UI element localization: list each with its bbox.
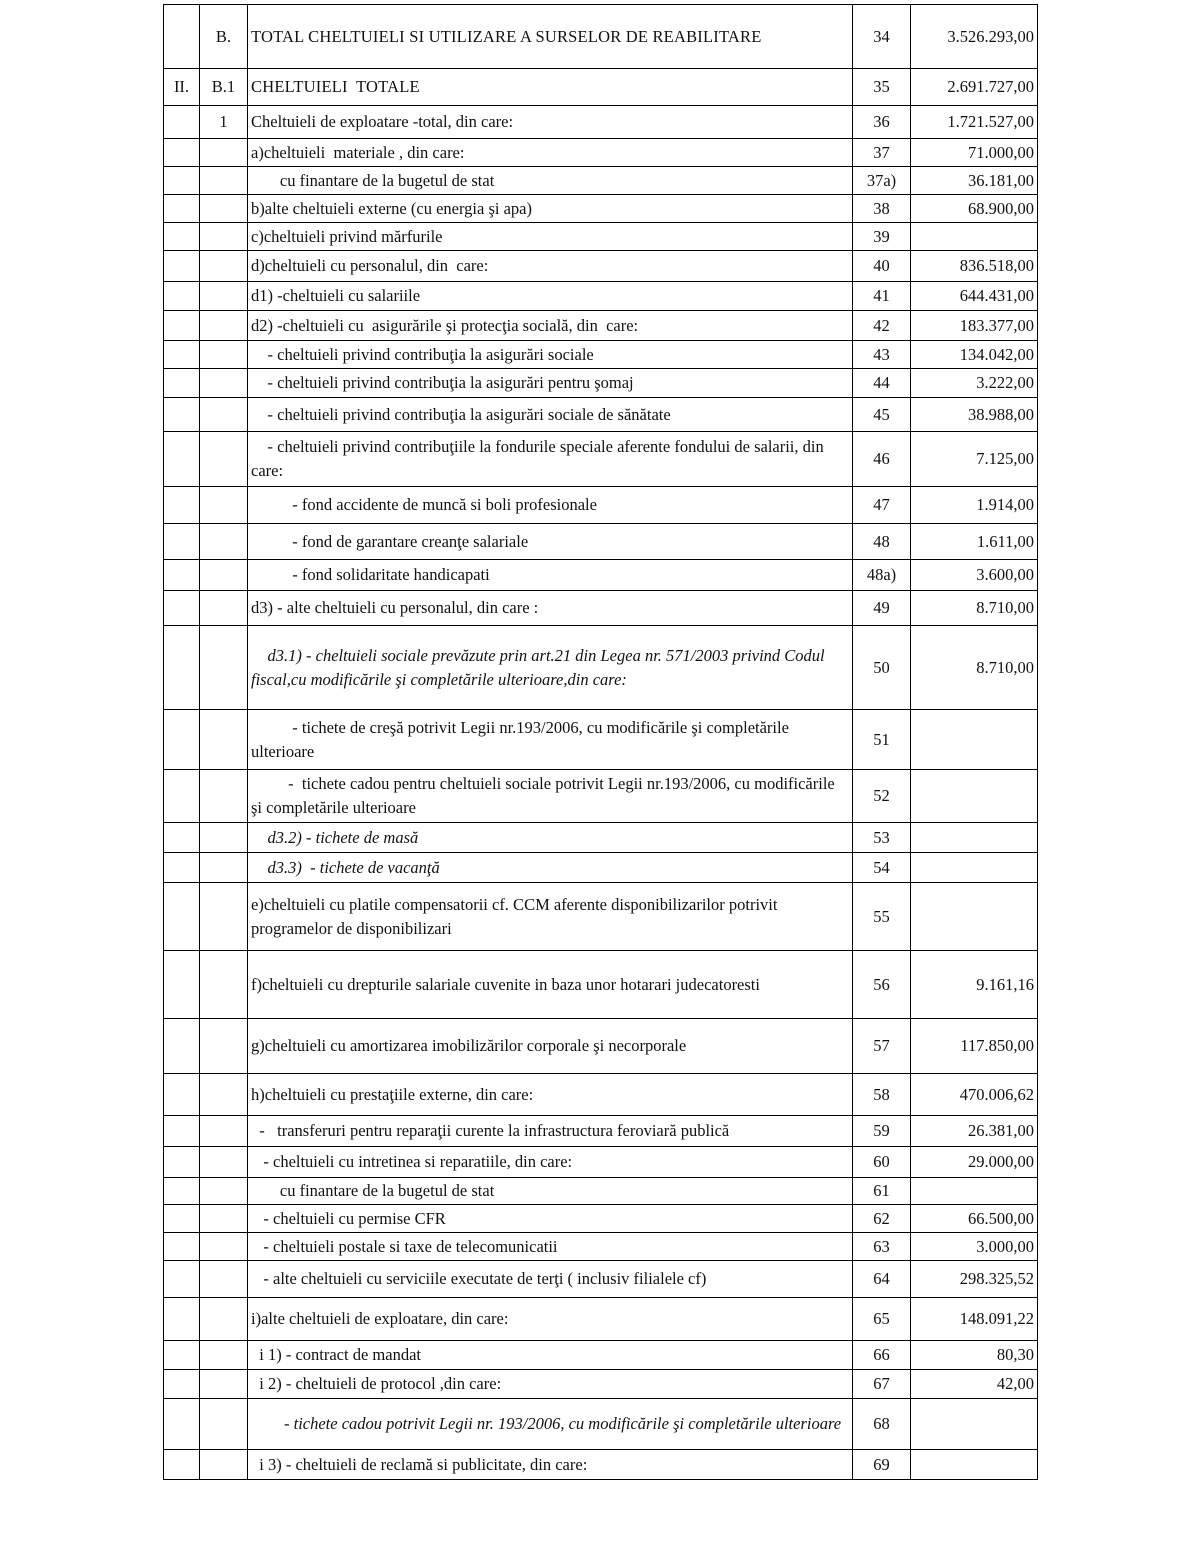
section-letter-cell [200,282,248,311]
section-roman-cell [164,369,200,398]
table-row [164,369,1038,398]
row-number-cell: 42 [853,311,911,341]
value-cell: 7.125,00 [911,432,1038,487]
section-letter-cell [200,710,248,770]
table-row [164,823,1038,853]
section-roman-cell [164,1370,200,1399]
section-roman-cell [164,1450,200,1480]
table-row [164,1019,1038,1074]
row-number-cell: 47 [853,487,911,524]
section-letter-cell [200,853,248,883]
description-cell: - cheltuieli cu permise CFR [248,1205,853,1233]
section-letter-cell: B.1 [200,69,248,106]
section-roman-cell [164,823,200,853]
section-roman-cell [164,1147,200,1178]
section-letter-cell [200,195,248,223]
description-cell: - transferuri pentru reparaţii curente la infrastructura feroviară publică [248,1116,853,1147]
section-roman-cell [164,251,200,282]
description-cell: CHELTUIELI TOTALE [248,69,853,106]
section-roman-cell [164,1205,200,1233]
section-letter-cell [200,1116,248,1147]
value-cell: 68.900,00 [911,195,1038,223]
value-cell: 29.000,00 [911,1147,1038,1178]
section-roman-cell [164,311,200,341]
value-cell: 470.006,62 [911,1074,1038,1116]
table-row [164,398,1038,432]
table-row [164,167,1038,195]
description-cell: d2) -cheltuieli cu asigurările şi protecţia socială, din care: [248,311,853,341]
table-row [164,487,1038,524]
description-cell: - tichete de creşă potrivit Legii nr.193/2006, cu modificările şi completările ulterioare [248,710,853,770]
value-cell: 26.381,00 [911,1116,1038,1147]
table-row [164,341,1038,369]
value-cell: 80,30 [911,1341,1038,1370]
table-row [164,106,1038,139]
value-cell: 3.526.293,00 [911,5,1038,69]
description-cell: - cheltuieli postale si taxe de telecomunicatii [248,1233,853,1261]
value-cell: 1.914,00 [911,487,1038,524]
section-letter-cell [200,1019,248,1074]
description-cell: - cheltuieli privind contribuţia la asigurări pentru şomaj [248,369,853,398]
section-letter-cell [200,560,248,591]
description-cell: g)cheltuieli cu amortizarea imobilizărilor corporale şi necorporale [248,1019,853,1074]
value-cell: 8.710,00 [911,626,1038,710]
section-roman-cell [164,1233,200,1261]
value-cell: 298.325,52 [911,1261,1038,1298]
row-number-cell: 61 [853,1178,911,1205]
section-roman-cell [164,1178,200,1205]
value-cell [911,710,1038,770]
description-cell: Cheltuieli de exploatare -total, din care: [248,106,853,139]
row-number-cell: 39 [853,223,911,251]
section-roman-cell [164,341,200,369]
section-letter-cell [200,1450,248,1480]
row-number-cell: 43 [853,341,911,369]
section-letter-cell [200,369,248,398]
row-number-cell: 40 [853,251,911,282]
row-number-cell: 37a) [853,167,911,195]
section-roman-cell [164,223,200,251]
description-cell: - tichete cadou pentru cheltuieli sociale potrivit Legii nr.193/2006, cu modificările şi completările ulterioare [248,770,853,823]
section-roman-cell [164,1298,200,1341]
section-letter-cell [200,1261,248,1298]
value-cell: 148.091,22 [911,1298,1038,1341]
table-row [164,311,1038,341]
table-row [164,853,1038,883]
section-roman-cell [164,770,200,823]
description-cell: d3.3) - tichete de vacanţă [248,853,853,883]
section-roman-cell [164,167,200,195]
row-number-cell: 56 [853,951,911,1019]
table-row [164,1450,1038,1480]
table-row [164,282,1038,311]
row-number-cell: 50 [853,626,911,710]
section-roman-cell [164,524,200,560]
value-cell [911,1399,1038,1450]
section-letter-cell: 1 [200,106,248,139]
description-cell: i 3) - cheltuieli de reclamă si publicitate, din care: [248,1450,853,1480]
section-roman-cell [164,1341,200,1370]
row-number-cell: 41 [853,282,911,311]
table-row [164,770,1038,823]
value-cell [911,1450,1038,1480]
section-letter-cell [200,139,248,167]
section-roman-cell [164,432,200,487]
section-letter-cell [200,951,248,1019]
row-number-cell: 65 [853,1298,911,1341]
row-number-cell: 59 [853,1116,911,1147]
description-cell: c)cheltuieli privind mărfurile [248,223,853,251]
section-roman-cell [164,1399,200,1450]
row-number-cell: 49 [853,591,911,626]
table-row [164,251,1038,282]
section-letter-cell [200,1370,248,1399]
description-cell: e)cheltuieli cu platile compensatorii cf. CCM aferente disponibilizarilor potrivit programelor de disponibilizari [248,883,853,951]
section-letter-cell [200,432,248,487]
value-cell [911,853,1038,883]
description-cell: - fond de garantare creanţe salariale [248,524,853,560]
description-cell: - cheltuieli privind contribuţiile la fondurile speciale aferente fondului de salarii, din care: [248,432,853,487]
description-cell: h)cheltuieli cu prestaţiile externe, din care: [248,1074,853,1116]
table-row [164,1074,1038,1116]
table-row [164,1147,1038,1178]
description-cell: d)cheltuieli cu personalul, din care: [248,251,853,282]
value-cell [911,223,1038,251]
section-roman-cell [164,195,200,223]
section-roman-cell [164,626,200,710]
value-cell: 3.600,00 [911,560,1038,591]
row-number-cell: 48a) [853,560,911,591]
section-letter-cell: B. [200,5,248,69]
budget-table [163,4,1038,1480]
value-cell: 36.181,00 [911,167,1038,195]
section-letter-cell [200,1233,248,1261]
row-number-cell: 45 [853,398,911,432]
description-cell: - fond solidaritate handicapati [248,560,853,591]
section-letter-cell [200,167,248,195]
description-cell: cu finantare de la bugetul de stat [248,167,853,195]
value-cell: 71.000,00 [911,139,1038,167]
table-row [164,195,1038,223]
section-letter-cell [200,223,248,251]
row-number-cell: 52 [853,770,911,823]
value-cell: 134.042,00 [911,341,1038,369]
table-row [164,1370,1038,1399]
section-roman-cell [164,282,200,311]
section-roman-cell [164,487,200,524]
value-cell [911,823,1038,853]
table-row [164,223,1038,251]
table-row [164,591,1038,626]
description-cell: d3.2) - tichete de masă [248,823,853,853]
row-number-cell: 53 [853,823,911,853]
table-row [164,626,1038,710]
value-cell: 8.710,00 [911,591,1038,626]
section-letter-cell [200,626,248,710]
row-number-cell: 38 [853,195,911,223]
section-roman-cell [164,1116,200,1147]
section-letter-cell [200,311,248,341]
section-letter-cell [200,1205,248,1233]
row-number-cell: 64 [853,1261,911,1298]
section-letter-cell [200,487,248,524]
row-number-cell: 34 [853,5,911,69]
value-cell: 3.222,00 [911,369,1038,398]
table-row [164,139,1038,167]
row-number-cell: 57 [853,1019,911,1074]
row-number-cell: 54 [853,853,911,883]
description-cell: b)alte cheltuieli externe (cu energia şi apa) [248,195,853,223]
row-number-cell: 63 [853,1233,911,1261]
row-number-cell: 69 [853,1450,911,1480]
row-number-cell: 60 [853,1147,911,1178]
row-number-cell: 68 [853,1399,911,1450]
section-letter-cell [200,524,248,560]
description-cell: a)cheltuieli materiale , din care: [248,139,853,167]
section-roman-cell [164,710,200,770]
value-cell: 117.850,00 [911,1019,1038,1074]
section-letter-cell [200,1341,248,1370]
description-cell: d1) -cheltuieli cu salariile [248,282,853,311]
section-letter-cell [200,823,248,853]
section-roman-cell [164,951,200,1019]
row-number-cell: 36 [853,106,911,139]
row-number-cell: 66 [853,1341,911,1370]
section-letter-cell [200,1147,248,1178]
section-letter-cell [200,1399,248,1450]
section-letter-cell [200,591,248,626]
section-roman-cell [164,398,200,432]
table-row [164,69,1038,106]
table-body [164,5,1038,1480]
section-letter-cell [200,883,248,951]
value-cell: 66.500,00 [911,1205,1038,1233]
value-cell: 38.988,00 [911,398,1038,432]
table-row [164,1233,1038,1261]
section-letter-cell [200,341,248,369]
section-roman-cell [164,853,200,883]
value-cell: 183.377,00 [911,311,1038,341]
value-cell [911,883,1038,951]
section-roman-cell [164,106,200,139]
description-cell: - fond accidente de muncă si boli profesionale [248,487,853,524]
value-cell: 2.691.727,00 [911,69,1038,106]
section-roman-cell [164,1261,200,1298]
section-letter-cell [200,770,248,823]
description-cell: i)alte cheltuieli de exploatare, din care: [248,1298,853,1341]
row-number-cell: 58 [853,1074,911,1116]
table-row [164,1205,1038,1233]
value-cell [911,1178,1038,1205]
value-cell: 3.000,00 [911,1233,1038,1261]
value-cell: 1.721.527,00 [911,106,1038,139]
description-cell: - cheltuieli privind contribuţia la asigurări sociale de sănătate [248,398,853,432]
section-letter-cell [200,251,248,282]
section-letter-cell [200,398,248,432]
description-cell: - cheltuieli cu intretinea si reparatiile, din care: [248,1147,853,1178]
value-cell: 644.431,00 [911,282,1038,311]
table-row [164,1116,1038,1147]
table-row [164,1261,1038,1298]
table-row [164,1341,1038,1370]
value-cell: 42,00 [911,1370,1038,1399]
row-number-cell: 35 [853,69,911,106]
table-row [164,1298,1038,1341]
section-roman-cell [164,139,200,167]
description-cell: cu finantare de la bugetul de stat [248,1178,853,1205]
section-roman-cell [164,560,200,591]
table-row [164,560,1038,591]
row-number-cell: 48 [853,524,911,560]
section-roman-cell [164,591,200,626]
table-row [164,1399,1038,1450]
value-cell [911,770,1038,823]
table-row [164,524,1038,560]
section-letter-cell [200,1178,248,1205]
row-number-cell: 51 [853,710,911,770]
section-letter-cell [200,1298,248,1341]
section-roman-cell [164,883,200,951]
description-cell: i 1) - contract de mandat [248,1341,853,1370]
row-number-cell: 46 [853,432,911,487]
description-cell: f)cheltuieli cu drepturile salariale cuvenite in baza unor hotarari judecatoresti [248,951,853,1019]
table-row [164,1178,1038,1205]
description-cell: d3.1) - cheltuieli sociale prevăzute prin art.21 din Legea nr. 571/2003 privind Codul fiscal,cu modificările şi completările ulterioare,din care: [248,626,853,710]
table-row [164,883,1038,951]
table-row [164,5,1038,69]
row-number-cell: 37 [853,139,911,167]
row-number-cell: 62 [853,1205,911,1233]
table-row [164,710,1038,770]
row-number-cell: 55 [853,883,911,951]
table-row [164,432,1038,487]
value-cell: 9.161,16 [911,951,1038,1019]
value-cell: 1.611,00 [911,524,1038,560]
table-row [164,951,1038,1019]
section-roman-cell [164,1019,200,1074]
description-cell: - cheltuieli privind contribuţia la asigurări sociale [248,341,853,369]
section-roman-cell [164,1074,200,1116]
description-cell: - tichete cadou potrivit Legii nr. 193/2006, cu modificările şi completările ulterioare [248,1399,853,1450]
row-number-cell: 67 [853,1370,911,1399]
row-number-cell: 44 [853,369,911,398]
description-cell: i 2) - cheltuieli de protocol ,din care: [248,1370,853,1399]
description-cell: d3) - alte cheltuieli cu personalul, din care : [248,591,853,626]
description-cell: TOTAL CHELTUIELI SI UTILIZARE A SURSELOR DE REABILITARE [248,5,853,69]
section-roman-cell [164,5,200,69]
section-letter-cell [200,1074,248,1116]
description-cell: - alte cheltuieli cu serviciile executate de terţi ( inclusiv filialele cf) [248,1261,853,1298]
value-cell: 836.518,00 [911,251,1038,282]
section-roman-cell: II. [164,69,200,106]
